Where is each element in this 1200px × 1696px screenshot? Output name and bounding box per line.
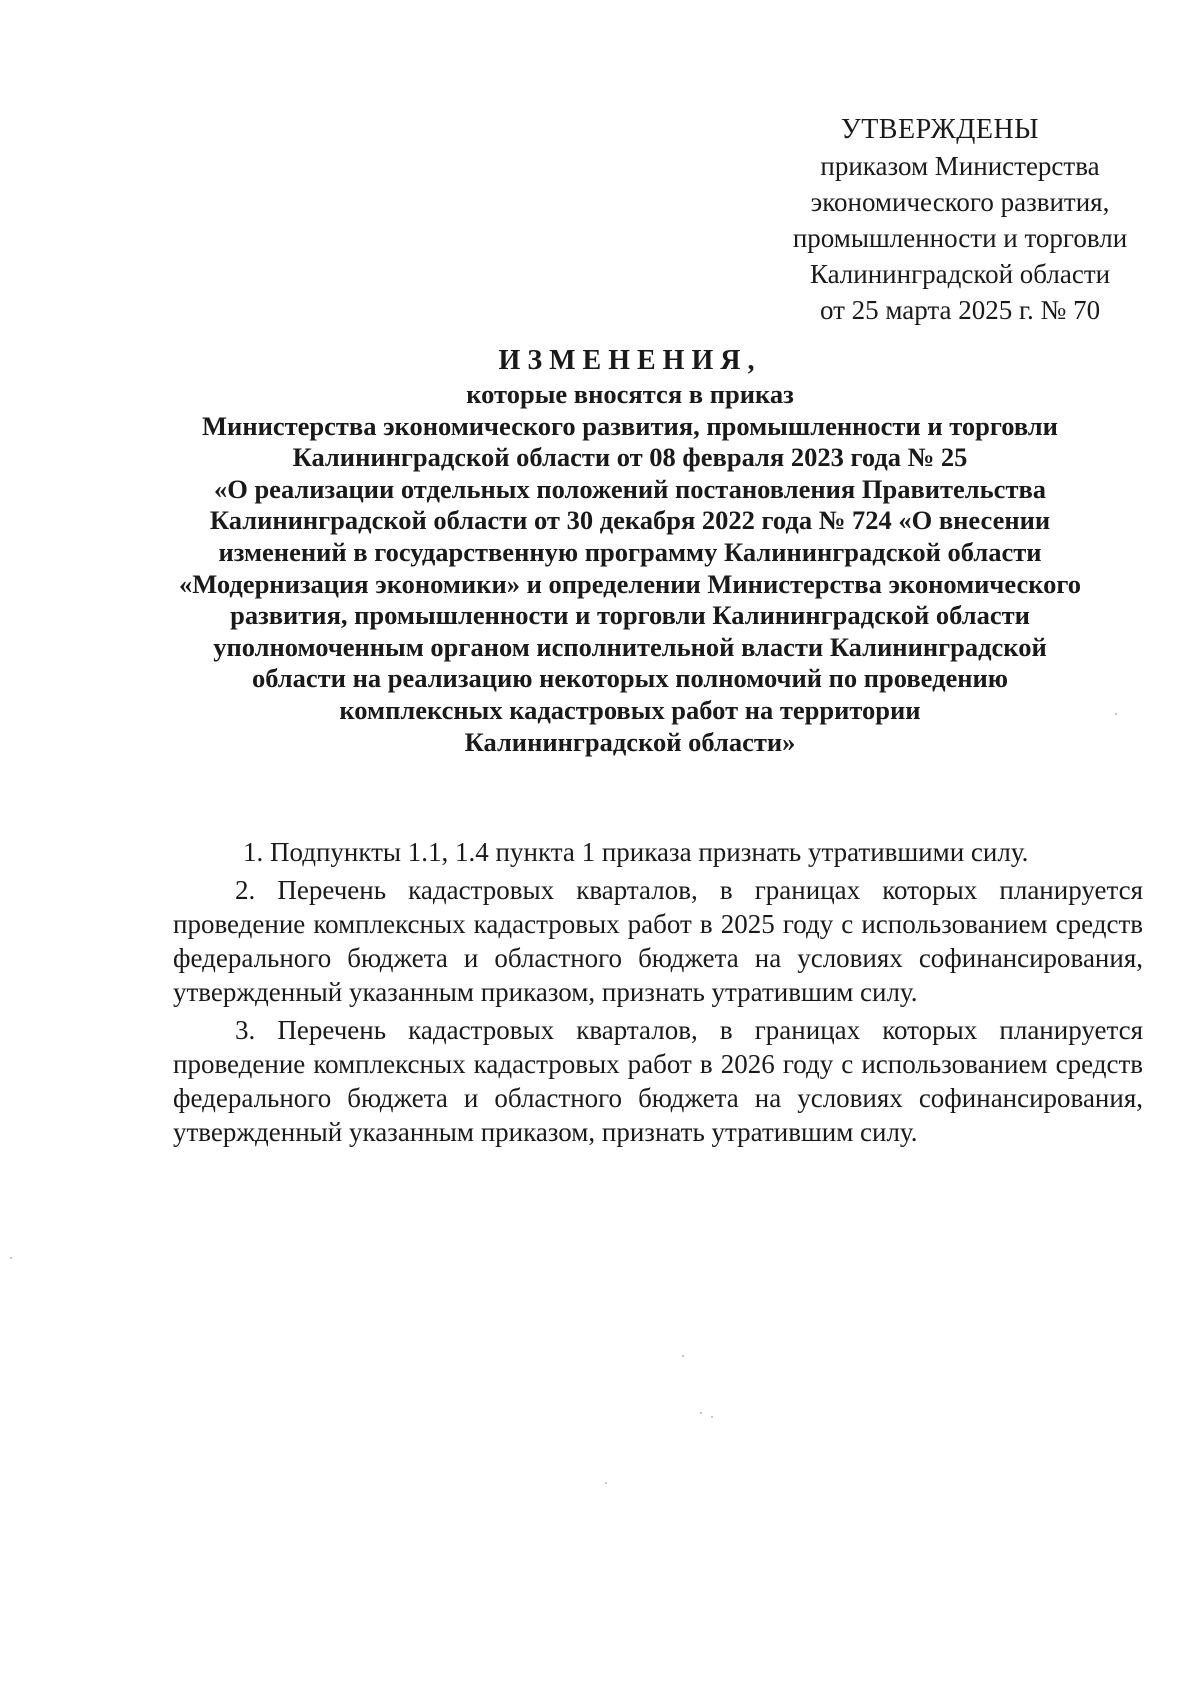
approval-line: Калининградской области (809, 259, 1111, 289)
heading-line: «Модернизация экономики» и определении Министерства экономического (179, 568, 1081, 599)
scan-speck (700, 1412, 702, 1414)
paragraph-item-1: 1. Подпункты 1.1, 1.4 пункта 1 приказа признать утратившими силу. (243, 837, 1029, 867)
heading-line: «О реализации отдельных положений постановления Правительства (213, 473, 1047, 504)
heading-line: изменений в государственную программу Калининградской области (218, 536, 1042, 567)
heading-line: комплексных кадастровых работ на территории (339, 694, 921, 725)
approval-line: приказом Министерства (820, 151, 1100, 181)
document-body (173, 835, 1143, 1153)
heading-line: Министерства экономического развития, промышленности и торговли (202, 410, 1058, 441)
approval-title: УТВЕРЖДЕНЫ (840, 114, 1040, 145)
scan-speck (682, 1355, 684, 1357)
heading-title: ИЗМЕНЕНИЯ, (498, 345, 762, 376)
paragraph-item-2: 2. Перечень кадастровых кварталов, в границах которых планируется проведение комплексных кадастровых работ в 2025 году с использованием средств федерального бюджета и областного бюджета на условиях софинансирования, утвержденный указанным приказом, признать утратившим силу. (173, 875, 1143, 1007)
approval-stamp-block (760, 112, 1160, 328)
scan-speck (1115, 713, 1117, 715)
approval-line: экономического развития, (810, 187, 1110, 217)
scan-speck (605, 1482, 607, 1484)
document-heading (150, 343, 1110, 758)
heading-line: Калининградской области» (464, 726, 796, 757)
approval-line: промышленности и торговли (792, 223, 1128, 253)
paragraph-item-3: 3. Перечень кадастровых кварталов, в границах которых планируется проведение комплексных кадастровых работ в 2026 году с использованием средств федерального бюджета и областного бюджета на условиях софинансирования, утвержденный указанным приказом, признать утратившим силу. (173, 1015, 1143, 1147)
scan-speck (10, 1257, 12, 1259)
heading-line: уполномоченным органом исполнительной власти Калининградской (213, 631, 1047, 662)
approval-line: от 25 марта 2025 г. № 70 (819, 295, 1101, 325)
heading-line: области на реализацию некоторых полномочий по проведению (251, 663, 1009, 694)
scan-speck (711, 1416, 713, 1418)
heading-line: которые вносятся в приказ (466, 379, 794, 409)
heading-line: Калининградской области от 08 февраля 2023 года № 25 (292, 442, 968, 473)
heading-line: развития, промышленности и торговли Калининградской области (230, 600, 1030, 631)
heading-line: Калининградской области от 30 декабря 2022 года № 724 «О внесении (209, 505, 1051, 536)
